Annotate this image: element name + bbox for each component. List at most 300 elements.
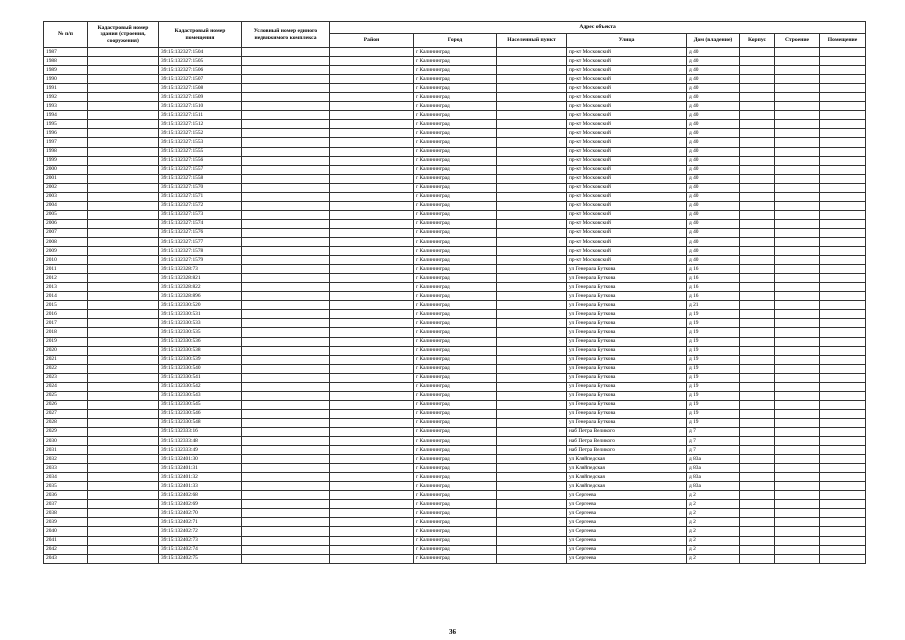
cell-pomeshchenie [820, 120, 866, 129]
cell-num: 2018 [44, 328, 88, 337]
cell-settlement [497, 283, 567, 292]
cell-settlement [497, 57, 567, 66]
cell-district [330, 518, 414, 527]
cell-district [330, 464, 414, 473]
cell-pomeshchenie [820, 129, 866, 138]
cell-korpus [740, 536, 775, 545]
cell-district [330, 545, 414, 554]
cell-cond-complex [242, 400, 330, 409]
table-row [44, 518, 866, 527]
cell-street: ул Генерала Буткова [567, 301, 687, 310]
cell-settlement [497, 274, 567, 283]
cell-street: пр-кт Московский [567, 66, 687, 75]
cell-cond-complex [242, 147, 330, 156]
cell-cad-premise: 39:15:132327:1553 [159, 138, 242, 147]
cell-pomeshchenie [820, 84, 866, 93]
cell-house: д 19 [687, 409, 740, 418]
cell-stroenie [775, 319, 820, 328]
page-number: 36 [449, 628, 456, 636]
cell-cad-building [88, 147, 159, 156]
cell-district [330, 283, 414, 292]
cell-stroenie [775, 409, 820, 418]
cell-district [330, 409, 414, 418]
cell-settlement [497, 518, 567, 527]
cell-street: ул Генерала Буткова [567, 274, 687, 283]
cell-cond-complex [242, 509, 330, 518]
cell-korpus [740, 138, 775, 147]
cell-house: д 19 [687, 328, 740, 337]
cell-pomeshchenie [820, 446, 866, 455]
header-cond-complex: Условный номер единого недвижимого комплекса [242, 22, 330, 48]
cell-num: 2027 [44, 409, 88, 418]
cell-cond-complex [242, 373, 330, 382]
table-row [44, 527, 866, 536]
cell-house: д 19 [687, 310, 740, 319]
header-settlement: Населенный пункт [497, 34, 567, 48]
cell-city: г Калининград [414, 391, 497, 400]
cell-district [330, 391, 414, 400]
cell-cad-premise: 39:15:132401:33 [159, 482, 242, 491]
cell-settlement [497, 328, 567, 337]
table-row [44, 265, 866, 274]
cell-num: 1996 [44, 129, 88, 138]
cell-settlement [497, 219, 567, 228]
cell-cad-premise: 39:15:132330:535 [159, 328, 242, 337]
cell-korpus [740, 455, 775, 464]
cell-settlement [497, 75, 567, 84]
cell-city: г Калининград [414, 545, 497, 554]
cell-settlement [497, 165, 567, 174]
cell-pomeshchenie [820, 482, 866, 491]
cell-cond-complex [242, 319, 330, 328]
cell-street: пр-кт Московский [567, 228, 687, 237]
cell-cad-building [88, 66, 159, 75]
cell-street: ул Генерала Буткова [567, 418, 687, 427]
cell-korpus [740, 310, 775, 319]
cell-cond-complex [242, 518, 330, 527]
cell-district [330, 111, 414, 120]
cell-stroenie [775, 427, 820, 436]
cell-street: ул Кляйпедская [567, 473, 687, 482]
cell-num: 2017 [44, 319, 88, 328]
cell-cad-premise: 39:15:132327:1578 [159, 247, 242, 256]
cell-city: г Калининград [414, 482, 497, 491]
cell-stroenie [775, 138, 820, 147]
cell-pomeshchenie [820, 373, 866, 382]
cell-city: г Калининград [414, 228, 497, 237]
cell-korpus [740, 400, 775, 409]
cell-pomeshchenie [820, 328, 866, 337]
cell-settlement [497, 66, 567, 75]
cell-settlement [497, 210, 567, 219]
cell-num: 1998 [44, 147, 88, 156]
cell-cad-premise: 39:15:132328:821 [159, 274, 242, 283]
cell-cad-building [88, 210, 159, 219]
table-row [44, 482, 866, 491]
cell-korpus [740, 120, 775, 129]
cell-street: пр-кт Московский [567, 138, 687, 147]
cell-stroenie [775, 201, 820, 210]
cell-korpus [740, 265, 775, 274]
cell-settlement [497, 102, 567, 111]
cell-korpus [740, 219, 775, 228]
cell-street: пр-кт Московский [567, 156, 687, 165]
cell-cond-complex [242, 84, 330, 93]
cell-num: 2043 [44, 554, 88, 563]
cell-street: ул Генерала Буткова [567, 310, 687, 319]
cell-settlement [497, 446, 567, 455]
cell-house: д 21 [687, 301, 740, 310]
cell-settlement [497, 464, 567, 473]
cell-cad-building [88, 120, 159, 129]
cell-settlement [497, 111, 567, 120]
cell-cad-building [88, 102, 159, 111]
cell-pomeshchenie [820, 409, 866, 418]
cell-city: г Калининград [414, 210, 497, 219]
cell-district [330, 364, 414, 373]
cell-cond-complex [242, 491, 330, 500]
cell-cond-complex [242, 93, 330, 102]
cell-house: д 2 [687, 500, 740, 509]
cell-pomeshchenie [820, 138, 866, 147]
cell-city: г Калининград [414, 364, 497, 373]
cell-house: д 83а [687, 482, 740, 491]
table-row [44, 120, 866, 129]
cell-city: г Калининград [414, 518, 497, 527]
cell-city: г Калининград [414, 301, 497, 310]
cell-settlement [497, 93, 567, 102]
cell-settlement [497, 500, 567, 509]
table-row [44, 138, 866, 147]
cell-korpus [740, 437, 775, 446]
cell-settlement [497, 491, 567, 500]
cell-pomeshchenie [820, 147, 866, 156]
cell-street: ул Сергеева [567, 491, 687, 500]
cell-cad-premise: 39:15:132401:30 [159, 455, 242, 464]
cell-street: пр-кт Московский [567, 93, 687, 102]
cell-settlement [497, 509, 567, 518]
cell-district [330, 219, 414, 228]
cell-korpus [740, 210, 775, 219]
cell-num: 1993 [44, 102, 88, 111]
cell-korpus [740, 165, 775, 174]
cell-house: д 19 [687, 418, 740, 427]
cell-korpus [740, 509, 775, 518]
cell-settlement [497, 437, 567, 446]
cell-district [330, 210, 414, 219]
cell-cad-building [88, 138, 159, 147]
cell-district [330, 75, 414, 84]
cell-street: ул Кляйпедская [567, 464, 687, 473]
cell-korpus [740, 84, 775, 93]
table-row [44, 509, 866, 518]
objects-table [43, 21, 866, 564]
cell-street: ул Генерала Буткова [567, 355, 687, 364]
cell-pomeshchenie [820, 265, 866, 274]
cell-cad-building [88, 75, 159, 84]
cell-house: д 40 [687, 120, 740, 129]
cell-korpus [740, 301, 775, 310]
cell-cad-premise: 39:15:132330:539 [159, 355, 242, 364]
cell-settlement [497, 545, 567, 554]
cell-stroenie [775, 210, 820, 219]
cell-stroenie [775, 491, 820, 500]
cell-korpus [740, 201, 775, 210]
cell-cond-complex [242, 473, 330, 482]
cell-korpus [740, 129, 775, 138]
cell-city: г Калининград [414, 283, 497, 292]
cell-korpus [740, 319, 775, 328]
cell-cad-building [88, 48, 159, 57]
cell-stroenie [775, 93, 820, 102]
cell-cond-complex [242, 301, 330, 310]
cell-cond-complex [242, 292, 330, 301]
cell-num: 1988 [44, 57, 88, 66]
cell-city: г Калининград [414, 120, 497, 129]
cell-city: г Калининград [414, 527, 497, 536]
cell-korpus [740, 500, 775, 509]
cell-cad-premise: 39:15:132327:1552 [159, 129, 242, 138]
cell-street: ул Сергеева [567, 509, 687, 518]
cell-stroenie [775, 446, 820, 455]
cell-house: д 40 [687, 111, 740, 120]
cell-korpus [740, 283, 775, 292]
cell-cad-building [88, 455, 159, 464]
cell-num: 2041 [44, 536, 88, 545]
cell-cad-building [88, 156, 159, 165]
cell-pomeshchenie [820, 536, 866, 545]
cell-stroenie [775, 66, 820, 75]
cell-city: г Калининград [414, 75, 497, 84]
cell-district [330, 237, 414, 246]
cell-num: 2023 [44, 373, 88, 382]
cell-cad-premise: 39:15:132327:1579 [159, 256, 242, 265]
cell-cad-building [88, 192, 159, 201]
cell-cad-premise: 39:15:132330:540 [159, 364, 242, 373]
cell-korpus [740, 473, 775, 482]
cell-district [330, 319, 414, 328]
cell-district [330, 129, 414, 138]
cell-city: г Калининград [414, 102, 497, 111]
cell-pomeshchenie [820, 102, 866, 111]
table-row [44, 75, 866, 84]
cell-stroenie [775, 120, 820, 129]
cell-pomeshchenie [820, 256, 866, 265]
cell-cond-complex [242, 554, 330, 563]
cell-street: наб Петра Великого [567, 446, 687, 455]
cell-cad-building [88, 228, 159, 237]
cell-num: 2012 [44, 274, 88, 283]
cell-pomeshchenie [820, 301, 866, 310]
cell-cond-complex [242, 437, 330, 446]
cell-house: д 40 [687, 247, 740, 256]
cell-house: д 40 [687, 138, 740, 147]
cell-korpus [740, 491, 775, 500]
cell-cad-premise: 39:15:132328:73 [159, 265, 242, 274]
cell-cad-premise: 39:15:132327:1571 [159, 192, 242, 201]
cell-cad-premise: 39:15:132327:1576 [159, 228, 242, 237]
cell-pomeshchenie [820, 382, 866, 391]
cell-cad-premise: 39:15:132327:1512 [159, 120, 242, 129]
cell-cad-building [88, 337, 159, 346]
cell-city: г Калининград [414, 183, 497, 192]
cell-house: д 16 [687, 274, 740, 283]
cell-district [330, 156, 414, 165]
cell-district [330, 554, 414, 563]
cell-num: 2015 [44, 301, 88, 310]
cell-street: пр-кт Московский [567, 75, 687, 84]
cell-num: 2034 [44, 473, 88, 482]
table-row [44, 48, 866, 57]
cell-settlement [497, 527, 567, 536]
cell-cond-complex [242, 328, 330, 337]
cell-stroenie [775, 554, 820, 563]
table-row [44, 391, 866, 400]
cell-district [330, 228, 414, 237]
cell-house: д 7 [687, 427, 740, 436]
table-row [44, 310, 866, 319]
table-body [44, 48, 866, 564]
cell-district [330, 527, 414, 536]
table-row [44, 319, 866, 328]
table-row [44, 545, 866, 554]
cell-house: д 2 [687, 527, 740, 536]
cell-stroenie [775, 219, 820, 228]
cell-house: д 40 [687, 75, 740, 84]
cell-house: д 2 [687, 536, 740, 545]
cell-cad-building [88, 292, 159, 301]
cell-district [330, 346, 414, 355]
cell-settlement [497, 156, 567, 165]
cell-num: 2016 [44, 310, 88, 319]
cell-district [330, 120, 414, 129]
cell-district [330, 265, 414, 274]
cell-cond-complex [242, 219, 330, 228]
table-row [44, 57, 866, 66]
cell-cad-premise: 39:15:132402:72 [159, 527, 242, 536]
cell-district [330, 247, 414, 256]
cell-house: д 40 [687, 156, 740, 165]
cell-house: д 40 [687, 228, 740, 237]
cell-num: 2010 [44, 256, 88, 265]
cell-korpus [740, 147, 775, 156]
cell-korpus [740, 554, 775, 563]
cell-house: д 40 [687, 48, 740, 57]
cell-city: г Калининград [414, 84, 497, 93]
cell-cad-building [88, 400, 159, 409]
cell-city: г Калининград [414, 554, 497, 563]
cell-cond-complex [242, 409, 330, 418]
cell-settlement [497, 319, 567, 328]
cell-pomeshchenie [820, 210, 866, 219]
table-row [44, 536, 866, 545]
cell-stroenie [775, 256, 820, 265]
table-row [44, 337, 866, 346]
cell-house: д 83а [687, 464, 740, 473]
cell-house: д 16 [687, 265, 740, 274]
cell-house: д 7 [687, 446, 740, 455]
cell-stroenie [775, 247, 820, 256]
cell-city: г Калининград [414, 147, 497, 156]
cell-cad-premise: 39:15:132330:541 [159, 373, 242, 382]
cell-street: ул Сергеева [567, 554, 687, 563]
cell-settlement [497, 382, 567, 391]
cell-num: 2037 [44, 500, 88, 509]
cell-street: пр-кт Московский [567, 57, 687, 66]
cell-city: г Калининград [414, 129, 497, 138]
cell-cond-complex [242, 247, 330, 256]
cell-cond-complex [242, 228, 330, 237]
cell-cad-building [88, 219, 159, 228]
cell-district [330, 183, 414, 192]
cell-korpus [740, 364, 775, 373]
cell-street: ул Генерала Буткова [567, 319, 687, 328]
cell-city: г Калининград [414, 455, 497, 464]
cell-pomeshchenie [820, 283, 866, 292]
cell-stroenie [775, 310, 820, 319]
cell-city: г Калининград [414, 319, 497, 328]
cell-street: пр-кт Московский [567, 183, 687, 192]
cell-korpus [740, 192, 775, 201]
cell-num: 1987 [44, 48, 88, 57]
cell-cad-premise: 39:15:132402:68 [159, 491, 242, 500]
cell-num: 2033 [44, 464, 88, 473]
cell-korpus [740, 274, 775, 283]
cell-cad-premise: 39:15:132333:48 [159, 437, 242, 446]
cell-settlement [497, 418, 567, 427]
cell-num: 2003 [44, 192, 88, 201]
cell-korpus [740, 174, 775, 183]
cell-cond-complex [242, 274, 330, 283]
cell-street: ул Сергеева [567, 518, 687, 527]
cell-cond-complex [242, 120, 330, 129]
cell-settlement [497, 192, 567, 201]
table-row [44, 256, 866, 265]
cell-city: г Калининград [414, 192, 497, 201]
cell-district [330, 66, 414, 75]
cell-cond-complex [242, 382, 330, 391]
cell-district [330, 355, 414, 364]
table-row [44, 301, 866, 310]
cell-settlement [497, 355, 567, 364]
cell-cad-premise: 39:15:132402:73 [159, 536, 242, 545]
cell-street: пр-кт Московский [567, 48, 687, 57]
cell-settlement [497, 536, 567, 545]
cell-settlement [497, 455, 567, 464]
cell-stroenie [775, 509, 820, 518]
cell-korpus [740, 66, 775, 75]
cell-num: 2040 [44, 527, 88, 536]
cell-cad-building [88, 464, 159, 473]
cell-city: г Калининград [414, 500, 497, 509]
cell-cad-building [88, 57, 159, 66]
cell-cad-building [88, 482, 159, 491]
cell-district [330, 446, 414, 455]
cell-korpus [740, 482, 775, 491]
cell-stroenie [775, 283, 820, 292]
cell-cad-building [88, 165, 159, 174]
cell-cond-complex [242, 500, 330, 509]
cell-stroenie [775, 536, 820, 545]
cell-num: 2038 [44, 509, 88, 518]
cell-district [330, 509, 414, 518]
cell-num: 2030 [44, 437, 88, 446]
cell-num: 1999 [44, 156, 88, 165]
cell-stroenie [775, 364, 820, 373]
cell-num: 1997 [44, 138, 88, 147]
cell-settlement [497, 129, 567, 138]
cell-house: д 83а [687, 473, 740, 482]
